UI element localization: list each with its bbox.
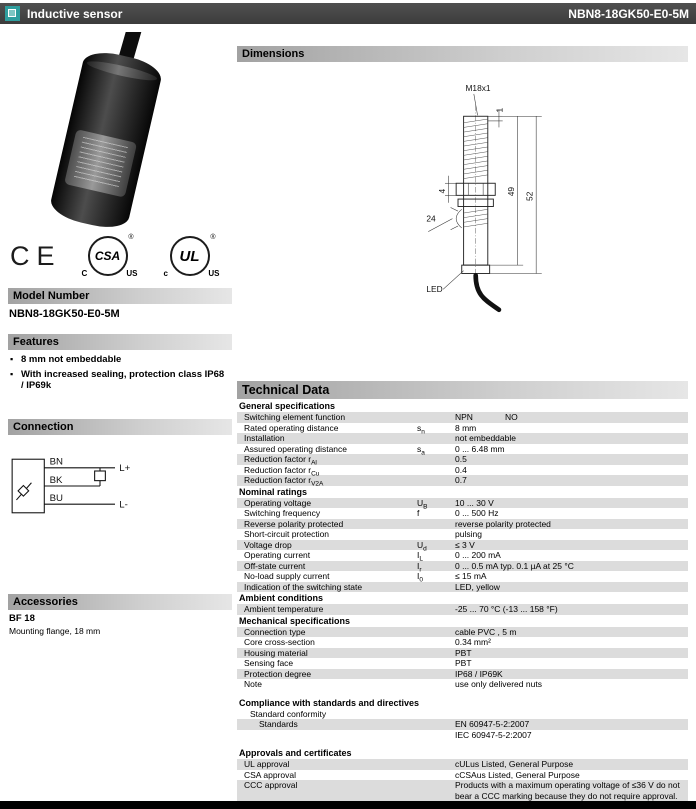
table-row: [237, 780, 688, 801]
table-row: [237, 444, 688, 455]
row-value: PBT: [455, 658, 472, 668]
table-row: [237, 433, 688, 444]
table-row: [237, 561, 688, 572]
nut-height-dim: 4: [436, 188, 447, 194]
row-value: 0.5: [455, 454, 467, 464]
table-section-header: Compliance with standards and directives: [237, 697, 688, 709]
table-row: [237, 412, 688, 423]
csa-mark-icon: [81, 234, 138, 278]
row-label: Assured operating distance: [244, 443, 348, 454]
wrench-size-dim: 24: [426, 213, 436, 224]
table-row: [237, 508, 688, 519]
row-label: CCC approval: [244, 780, 298, 790]
row-label: Switching frequency: [244, 508, 321, 518]
model-number-value: NBN8-18GK50-E0-5M: [9, 308, 120, 320]
page-title: Inductive sensor: [27, 6, 123, 21]
row-label: Ambient temperature: [244, 604, 324, 614]
table-row: [237, 540, 688, 551]
table-row: [237, 730, 688, 741]
technical-data-heading: Technical Data: [237, 381, 688, 399]
row-label: Protection degree: [244, 668, 312, 679]
row-value: cULus Listed, General Purpose: [455, 759, 574, 769]
row-label: Reduction factor $r_{V2A}$: [244, 475, 324, 488]
ul-us-label: US: [208, 269, 220, 278]
table-row: [237, 465, 688, 476]
row-label: Standards: [259, 719, 298, 729]
length-outer-dim: 52: [524, 191, 535, 201]
top-header-bar: [0, 3, 696, 24]
row-value: cable PVC , 5 m: [455, 626, 517, 637]
table-row: [237, 679, 688, 690]
certification-marks: [10, 230, 232, 282]
table-section-header: Ambient conditions: [237, 592, 688, 604]
chamfer-dim: 1: [494, 107, 505, 113]
wire-label-bu: BU: [49, 493, 64, 504]
table-row: [237, 519, 688, 530]
row-label: Standard conformity: [250, 708, 327, 719]
features-list: [10, 354, 228, 395]
ul-c-label: c: [163, 269, 168, 278]
row-value: 8 mm: [455, 422, 477, 433]
feature-item: ▪ 8 mm not embeddable: [10, 354, 228, 365]
table-row: [237, 582, 688, 593]
row-symbol: $I_0$: [417, 571, 423, 584]
terminal-label-lplus: L+: [119, 463, 131, 474]
row-label: Note: [244, 679, 262, 689]
csa-mark-label: CSA: [94, 249, 121, 263]
row-label: Indication of the switching state: [244, 581, 363, 592]
row-value: IP68 / IP69K: [455, 668, 503, 679]
row-symbol: $I_L$: [417, 550, 423, 563]
page-footer-bar: [0, 801, 696, 809]
thread-label: M18x1: [465, 83, 491, 94]
table-row: [237, 475, 688, 486]
row-label: Reverse polarity protected: [244, 518, 344, 529]
row-label: Reduction factor $r_{Al}$: [244, 454, 317, 467]
row-value: not embeddable: [455, 433, 516, 443]
csa-us-label: US: [126, 269, 138, 278]
row-value: cCSAus Listed, General Purpose: [455, 769, 580, 780]
connection-heading: Connection: [8, 419, 232, 435]
row-symbol: f: [417, 508, 420, 518]
accessory-name: BF 18: [9, 613, 35, 624]
table-row: [237, 719, 688, 730]
ul-registered-icon: ®: [210, 234, 216, 241]
row-label: UL approval: [244, 759, 290, 769]
table-section-header: General specifications: [237, 400, 688, 412]
row-symbol: $U_B$: [417, 497, 428, 511]
row-label: Switching element function: [244, 412, 346, 422]
wire-label-bk: BK: [49, 474, 63, 486]
row-value: 0.34 mm²: [455, 637, 491, 647]
table-row: [237, 770, 688, 781]
row-symbol: $I_r$: [417, 560, 422, 574]
table-row: [237, 604, 688, 615]
row-value: 0.7: [455, 475, 467, 485]
table-row: [237, 648, 688, 659]
row-label: Short-circuit protection: [244, 529, 330, 539]
connection-diagram: [10, 452, 160, 520]
row-label: Installation: [244, 433, 285, 443]
dimension-drawing: [378, 78, 592, 322]
table-row: [237, 627, 688, 638]
load-symbol: [95, 471, 106, 481]
row-value: 0 ... 6.48 mm: [455, 443, 505, 454]
length-inner-dim: 49: [505, 186, 516, 197]
row-value: 10 ... 30 V: [455, 497, 494, 508]
table-row: [237, 529, 688, 540]
row-label: Operating voltage: [244, 497, 312, 508]
table-section-header: Approvals and certificates: [237, 747, 688, 759]
accessory-description: Mounting flange, 18 mm: [9, 626, 101, 636]
accessories-heading: Accessories: [8, 594, 232, 610]
row-value: 0 ... 200 mA: [455, 550, 501, 560]
technical-data-table: [237, 400, 688, 801]
table-row: [237, 669, 688, 680]
csa-registered-icon: ®: [128, 234, 134, 241]
row-label: Rated operating distance: [244, 422, 339, 433]
led-leader: [443, 271, 463, 290]
row-label: Core cross-section: [244, 637, 315, 647]
ul-mark-label: UL: [179, 247, 200, 265]
table-row: [237, 454, 688, 465]
row-value: PBT: [455, 647, 472, 658]
led-label: LED: [426, 284, 443, 295]
row-value: -25 ... 70 °C (-13 ... 158 °F): [455, 604, 558, 614]
table-section-header: Nominal ratings: [237, 486, 688, 498]
table-row: [237, 709, 688, 720]
row-value: 0.4: [455, 464, 467, 475]
table-row: [237, 498, 688, 509]
row-label: No-load supply current: [244, 571, 330, 581]
row-label: Off-state current: [244, 560, 306, 571]
row-value: IEC 60947-5-2:2007: [455, 729, 532, 740]
features-heading: Features: [8, 334, 232, 350]
table-row: [237, 571, 688, 582]
table-row: [237, 423, 688, 434]
row-symbol: $s_a$: [417, 443, 425, 457]
terminal-label-lminus: L-: [119, 499, 128, 511]
row-label: Reduction factor $r_{Cu}$: [244, 464, 320, 478]
row-label: Sensing face: [244, 658, 294, 668]
table-row: [237, 658, 688, 669]
row-label: Housing material: [244, 647, 308, 658]
table-section-header: Mechanical specifications: [237, 615, 688, 627]
table-row: [237, 637, 688, 648]
feature-item: ▪ With increased sealing, protection class IP68 / IP69k: [10, 369, 228, 391]
row-value: LED, yellow: [455, 581, 500, 592]
row-label: Voltage drop: [244, 539, 292, 550]
row-value: ≤ 15 mA: [455, 571, 487, 581]
thread-leader: [474, 94, 478, 115]
sensor-body-image: [48, 47, 165, 230]
dimensions-heading: Dimensions: [237, 46, 688, 62]
row-value: 0 ... 500 Hz: [455, 508, 499, 518]
row-label: Operating current: [244, 550, 311, 560]
row-label: Connection type: [244, 626, 306, 637]
ce-mark-icon: CE: [10, 240, 62, 271]
csa-c-label: C: [81, 269, 88, 278]
row-value: EN 60947-5-2:2007: [455, 719, 530, 729]
header-part-number: NBN8-18GK50-E0-5M: [568, 6, 689, 21]
row-symbol: $s_n$: [417, 422, 425, 436]
product-photo: [8, 32, 232, 230]
row-label: CSA approval: [244, 769, 296, 780]
row-value: use only delivered nuts: [455, 679, 542, 689]
brand-logo-icon: [5, 6, 20, 21]
model-number-heading: Model Number: [8, 288, 232, 304]
table-row: [237, 550, 688, 561]
table-row: [237, 759, 688, 770]
row-value: Products with a maximum operating voltage of ≤36 V do not bear a CCC marking because they do not require approval.: [455, 780, 680, 801]
sensor-ring-image: [86, 58, 158, 84]
row-symbol: $U_d$: [417, 539, 427, 553]
row-value: NPN NO: [455, 412, 518, 422]
row-value: pulsing: [455, 529, 482, 539]
wire-label-bn: BN: [49, 456, 64, 468]
row-value: ≤ 3 V: [455, 539, 475, 550]
cable: [476, 275, 499, 309]
row-value: reverse polarity protected: [455, 518, 551, 529]
row-value: 0 ... 0.5 mA typ. 0.1 µA at 25 °C: [455, 560, 574, 571]
ul-mark-icon: [163, 234, 220, 278]
sensor-label-image: [64, 129, 137, 198]
